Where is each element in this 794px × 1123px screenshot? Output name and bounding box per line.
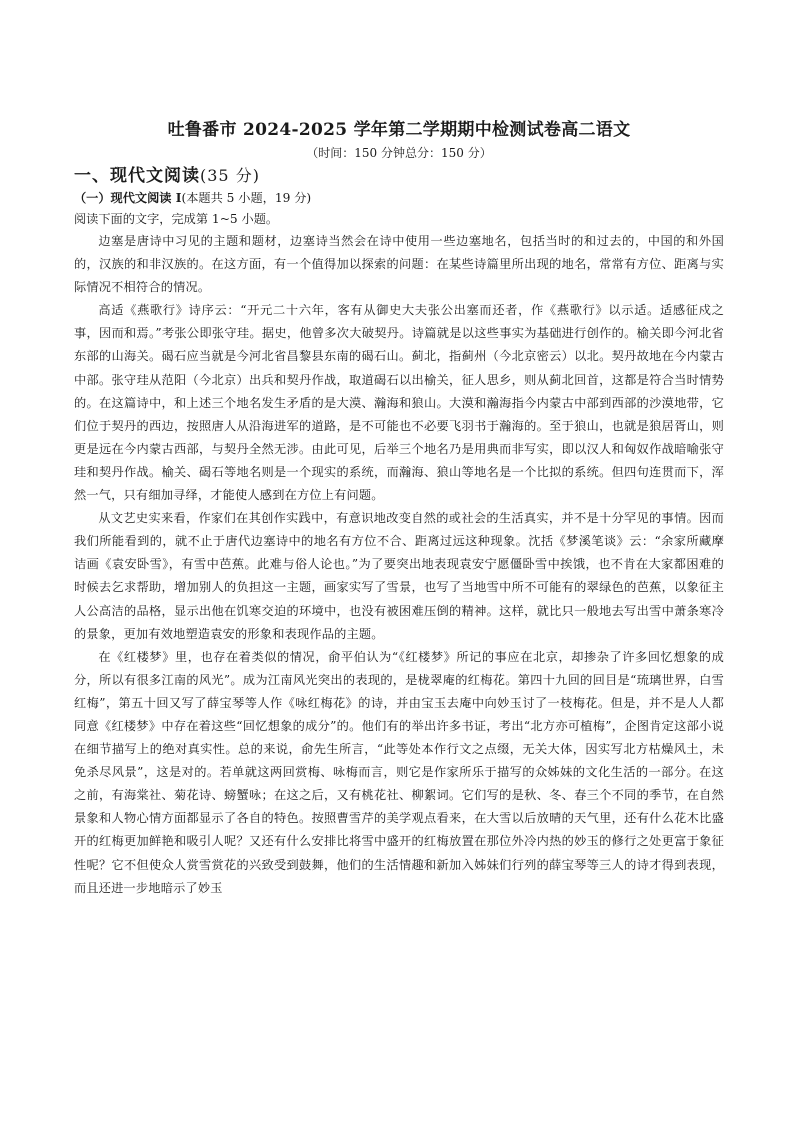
subsection-label: （一）现代文阅读 I bbox=[74, 191, 182, 205]
passage-paragraph: 边塞是唐诗中习见的主题和题材，边塞诗当然会在诗中使用一些边塞地名，包括当时的和过去的，中国的和外国的，汉族的和非汉族的。在这方面，有一个值得加以探索的问题：在某些诗篇里所出现的地名，常常有方位、距离与实际情况不相符合的情况。 bbox=[74, 234, 724, 295]
subsection-note: (本题共 5 小题，19 分) bbox=[181, 191, 312, 205]
passage-paragraph: 高适《燕歌行》诗序云：“开元二十六年，客有从御史大夫张公出塞而还者，作《燕歌行》以示适。适感征戍之事，因而和焉。”考张公即张守珪。据史，他曾多次大破契丹。诗篇就是以这些事实为基础进行创作的。榆关即今河北省东部的山海关。碣石应当就是今河北省昌黎县东南的碣石山。蓟北，指蓟州（今北京密云）以北。契丹故地在今内蒙古中部。张守珪从范阳（今北京）出兵和契丹作战，取道碣石以出榆关，征人思乡，则从蓟北回首，这都是符合当时情势的。在这篇诗中，和上述三个地名发生矛盾的是大漠、瀚海和狼山。大漠和瀚海指今内蒙古中部到西部的沙漠地带，它们位于契丹的西边，按照唐人从沿海进军的道路，是不可能也不必要飞羽书于瀚海的。至于狼山，也就是狼居胥山，则更是远在今内蒙古西部，与契丹全然无涉。由此可见，后举三个地名乃是用典而非写实，即以汉人和匈奴作战暗喻张守珪和契丹作战。榆关、碣石等地名则是一个现实的系统，而瀚海、狼山等地名是一个比拟的系统。但四句连贯而下，浑然一气，只有细加寻绎，才能使人感到在方位上有问题。 bbox=[74, 303, 724, 503]
section-heading bbox=[74, 164, 724, 188]
passage-paragraph: 从文艺史实来看，作家们在其创作实践中，有意识地改变自然的或社会的生活真实，并不是十分罕见的事情。因而我们所能看到的，就不止于唐代边塞诗中的地名有方位不合、距离过远这种现象。沈括《梦溪笔谈》云：“余家所藏摩诘画《袁安卧雪》，有雪中芭蕉。此难与俗人论也。”为了要突出地表现袁安宁愿僵卧雪中挨饿，也不肯在大家都困难的时候去乞求帮助，增加别人的负担这一主题，画家实写了雪景，也写了当地雪中所不可能有的翠绿色的芭蕉，以象征主人公高洁的品格，显示出他在饥寒交迫的环境中，也没有被困难压倒的精神。这样，就比只一般地去写出雪中萧条寒冷的景象，更加有效地塑造袁安的形象和表现作品的主题。 bbox=[74, 511, 724, 641]
reading-instruction: 阅读下面的文字，完成第 1~5 小题。 bbox=[74, 212, 279, 226]
passage-paragraph: 在《红楼梦》里，也存在着类似的情况，俞平伯认为“《红楼梦》所记的事应在北京，却掺杂了许多回忆想象的成分，所以有很多江南的风光”。成为江南风光突出的表现的，是栊翠庵的红梅花。第四十九回的回目是“琉璃世界，白雪红梅”，第五十回又写了薛宝琴等人作《咏红梅花》的诗，并由宝玉去庵中向妙玉讨了一枝梅花。但是，并不是人人都同意《红楼梦》中存在着这些“回忆想象的成分”的。他们有的举出许多书证，考出“北方亦可植梅”，企图肯定这部小说在细节描写上的绝对真实性。总的来说，俞先生所言，“此等处本作行文之点缀，无关大体，因实写北方枯燥风土，未免杀尽风景”，这是对的。若单就这两回赏梅、咏梅而言，则它是作家所乐于描写的众姊妹的文化生活的一部分。在这之前，有海棠社、菊花诗、螃蟹咏；在这之后，又有桃花社、柳絮词。它们写的是秋、冬、春三个不同的季节，在自然景象和人物心情方面都显示了各自的特色。按照曹雪芹的美学观点看来，在大雪以后放晴的天气里，还有什么花木比盛开的红梅更加鲜艳和吸引人呢？又还有什么安排比将雪中盛开的红梅放置在那位外冷内热的妙玉的修行之处更富于象征性呢？它不但使众人赏雪赏花的兴致受到鼓舞，他们的生活情趣和新加入姊妹们行列的薛宝琴等三人的诗才得到表现，而且还进一步地暗示了妙玉 bbox=[74, 649, 724, 895]
exam-title: 吐鲁番市 2024-2025 学年第二学期期中检测试卷高二语文 bbox=[167, 120, 631, 140]
section-points: (35 分) bbox=[200, 166, 260, 185]
subsection-heading bbox=[74, 188, 724, 208]
section-title: 一、现代文阅读 bbox=[74, 166, 200, 186]
exam-page bbox=[74, 82, 724, 900]
exam-time-info: （时间：150 分钟总分：150 分） bbox=[306, 146, 492, 160]
